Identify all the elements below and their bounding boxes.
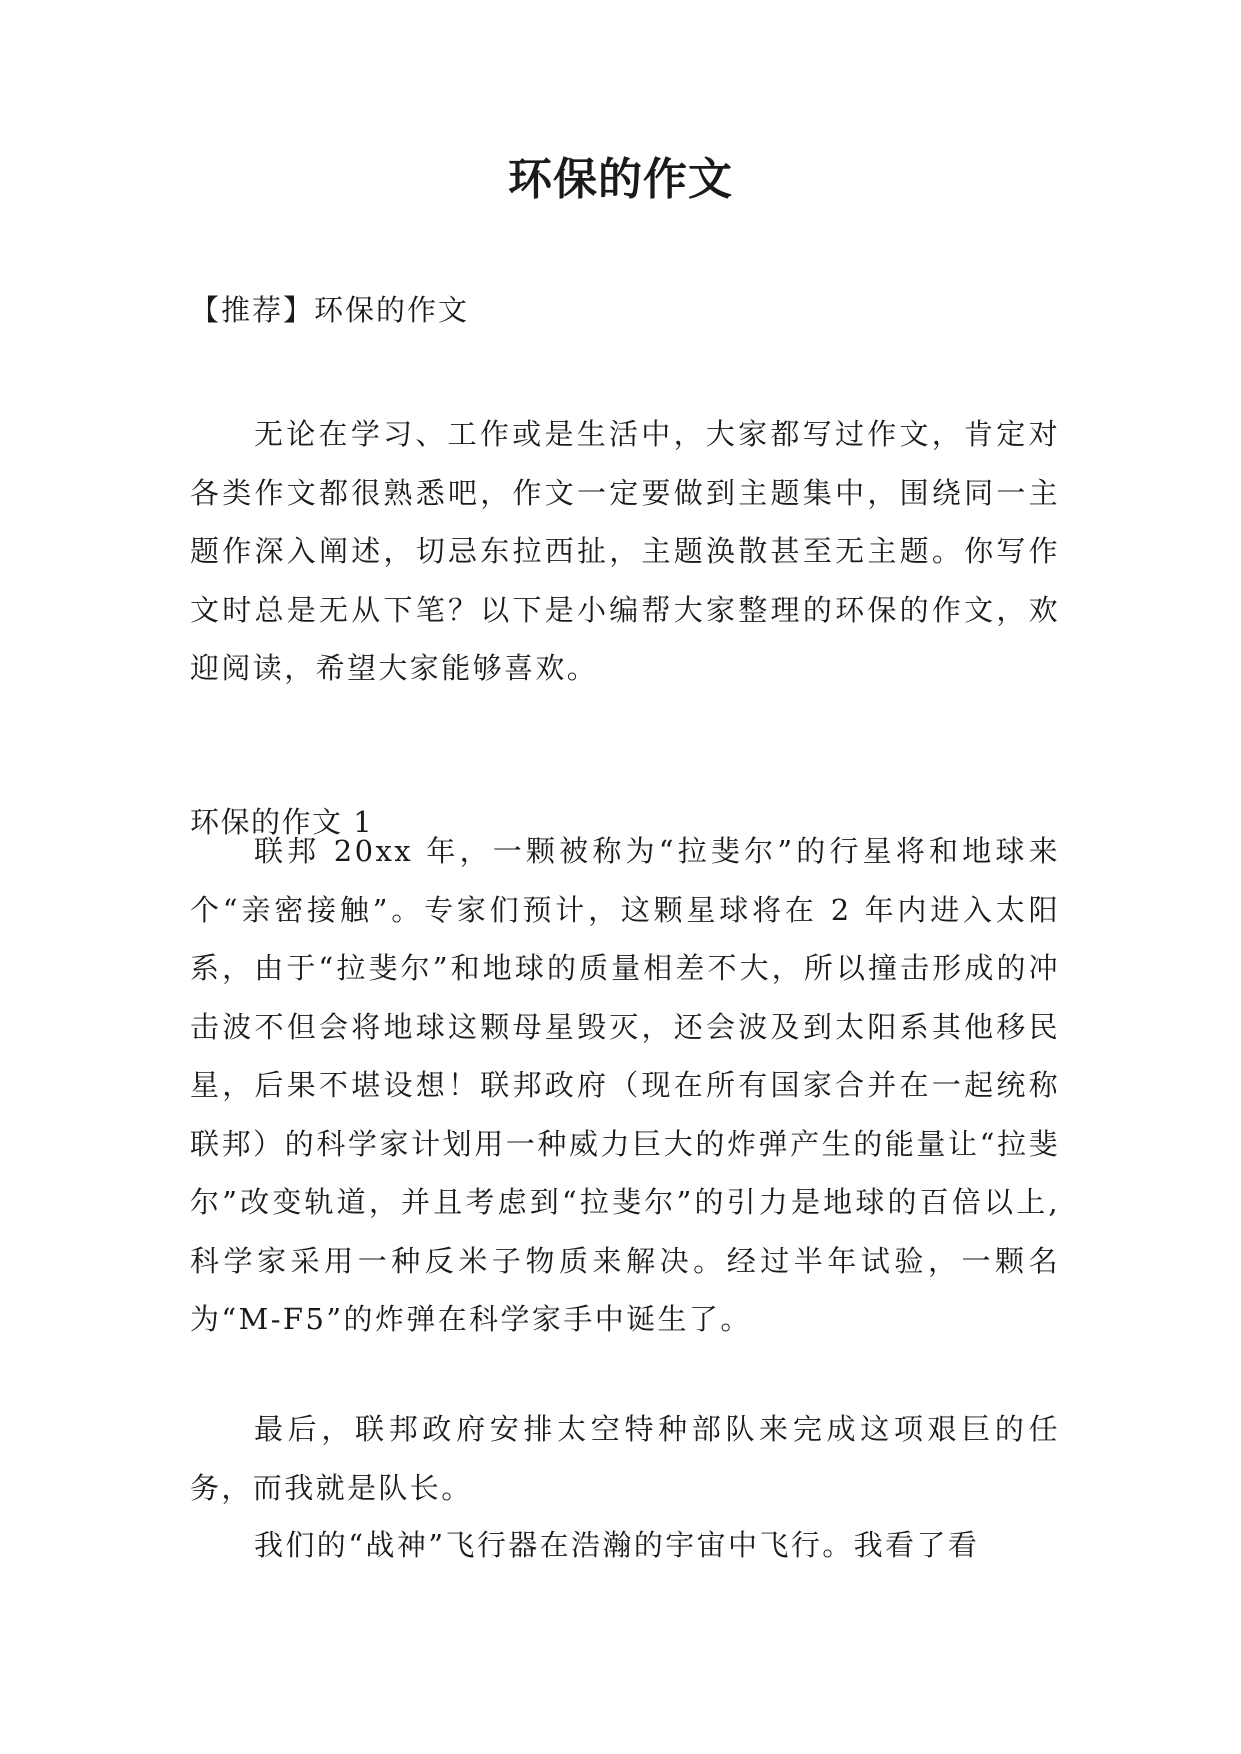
essay-paragraph: 联邦 20xx 年，一颗被称为“拉斐尔”的行星将和地球来个“亲密接触”。专家们预计，这颗星球将在 2 年内进入太阳系，由于“拉斐尔”和地球的质量相差不大，所以撞击形成的冲击波不但会将地球这颗母星毁灭，还会波及到太阳系其他移民星，后果不堪设想！联邦政府（现在所有国家合并在一起统称联邦）的科学家计划用一种威力巨大的炸弹产生的能量让“拉斐尔”改变轨道，并且考虑到“拉斐尔”的引力是地球的百倍以上,科学家采用一种反米子物质来解决。经过半年试验，一颗名为“M-F5”的炸弹在科学家手中诞生了。: [190, 834, 1060, 1336]
document-title: 环保的作文: [508, 154, 733, 205]
intro-paragraph: 无论在学习、工作或是生活中，大家都写过作文，肯定对各类作文都很熟悉吧，作文一定要做到主题集中，围绕同一主题作深入阐述，切忌东拉西扯，主题涣散甚至无主题。你写作文时总是无从下笔？以下是小编帮大家整理的环保的作文，欢迎阅读，希望大家能够喜欢。: [190, 417, 1060, 685]
essay-heading: 环保的作文 1: [190, 805, 374, 839]
essay-paragraph: 最后，联邦政府安排太空特种部队来完成这项艰巨的任务，而我就是队长。: [190, 1412, 1060, 1505]
essay-paragraph: 我们的“战神”飞行器在浩瀚的宇宙中飞行。我看了看: [254, 1528, 980, 1562]
document-subtitle: 【推荐】环保的作文: [190, 293, 470, 327]
